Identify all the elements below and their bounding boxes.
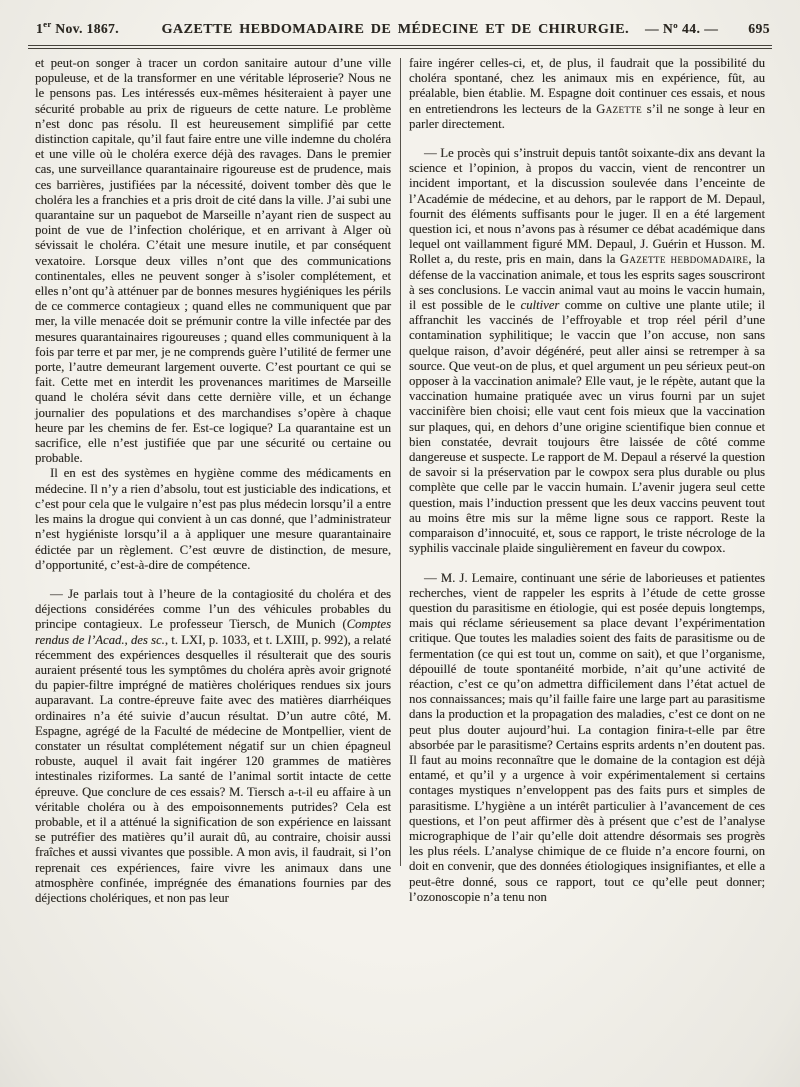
left-column xyxy=(35,56,391,906)
right-column xyxy=(409,56,765,906)
text-run: Gazette hebdomadaire xyxy=(619,252,749,267)
paragraph xyxy=(409,571,765,905)
paragraph xyxy=(35,466,391,572)
issue-date-ordinal: er xyxy=(43,19,52,29)
text-run: comme on cultive une plante utile; il affranchit les vaccinés de l’effroyable et trop réel péril d’une contamination syphilitique; le vaccin que l’on accuse, non sans quelque raison, d’avoir dégénéré, peut aller ainsi se retremper à sa source. Que veut-on de plus, et quel argument un peu sérieux peut-on opposer à la vaccination animale? Elle vaut, je le répète, autant que la vaccination humaine pratiquée avec un virus fourni par un sujet vaccinifère bien choisi; elle vaut cent fois mieux que la vaccination sur plaques, qui, en dehors d’une origine scientifique bien connue et bien constatée, devrait toujours être laissée de côté comme dangereuse et suspecte. Le rapport de M. Depaul a réservé la question de savoir si la préservation par le cowpox sera plus durable ou plus complète que celle par le vaccin humain. L’avenir jugera seul cette question, mais l’induction pressent que les deux vaccins peuvent tout au moins être mis sur la même ligne sous ce rapport. Reste la comparaison d’innocuité, et, sous ce rapport, le triste nécrologe de la syphilis vaccinale plaide singulièrement en faveur du cowpox. xyxy=(409,298,765,556)
issue-date-day: 1 xyxy=(36,21,44,36)
masthead xyxy=(0,0,800,38)
issue-date xyxy=(36,19,162,37)
text-run: Comptes rendus de l’Acad., des sc. xyxy=(35,617,391,647)
text-run: , la défense de la vaccination animale, et tous les esprits sages souscriront à ses conclusions. Le vaccin animal vaut au moins le vaccin humain, il est possible de le xyxy=(409,252,765,313)
text-run: Gazette xyxy=(596,101,643,116)
text-run: s’il ne songe à leur en parler directement. xyxy=(409,101,765,131)
text-run: , t. LXI, p. 1033, et t. LXIII, p. 992), a relaté récemment des expériences desquelles il résulterait que des souris auraient présenté tous les symptômes du choléra après avoir grignoté du papier-filtre imprégné de matières cholériques rendues six jours auparavant. La contre-épreuve faite avec des matières diarrhéiques ordinaires n’a été suivie d’aucun résultat. D’un autre côté, M. Espagne, agrégé de la Faculté de médecine de Montpellier, vient de constater un résultat complétement négatif sur un chien épagneul robuste, auquel il avait fait ingérer 120 grammes de matières intestinales riziformes. La santé de l’animal sortit intacte de cette épreuve. Que conclure de ces essais? M. Tiersch a-t-il eu affaire à un véritable choléra ou à des empoisonnements putrides? Cela est probable, et il a atténué la signification de son expérience en laissant se putréfier des matières qu’il aurait dû, au contraire, choisir aussi fraîches et aussi vivantes que possible. A mon avis, il faudrait, si l’on reprenait ces expériences, faire vivre les animaux dans une atmosphère confinée, imprégnée des émanations fournies par des déjections cholériques, et non pas leur xyxy=(35,632,391,905)
text-run: — Le procès qui s’instruit depuis tantôt soixante-dix ans devant la science et l’opinion, à propos du vaccin, vient de rencontrer un incident important, et la discussion soulevée dans l’enceinte de l’Académie de médecine, et au dehors, par le rapport de M. Depaul, fournit des éléments suffisants pour le juger. Il en a été largement question ici, et nous n’avons pas à résumer ce débat académique dans lequel ont vaillamment figuré MM. Depaul, J. Guérin et Husson. M. Rollet a, du reste, pris en main, dans la xyxy=(409,146,765,267)
text-run: faire ingérer celles-ci, et, de plus, il faudrait que la possibilité du choléra spontané, chez les animaux mis en expérience, fût, au préalable, bien établie. M. Espagne doit continuer ces essais, et nous en entretiendrons les lecteurs de la xyxy=(409,56,765,116)
issue-date-rest: Nov. 1867. xyxy=(51,21,119,36)
text-columns xyxy=(0,49,800,906)
issue-number: — Nº 44. — xyxy=(645,21,719,36)
paragraph xyxy=(409,146,765,556)
paragraph xyxy=(409,56,765,132)
text-run: et peut-on songer à tracer un cordon sanitaire autour d’une ville populeuse, et de la transformer en une véritable léproserie? Nous ne le pensons pas. Les intéressés eux-mêmes hésiteraient à payer une sécurité probable au prix de rigueurs de cette nature. Le problème n’est donc pas résolu. Il est heureusement simplifié par cette distinction capitale, qu’il faut faire entre une ville indemne du choléra et une ville où le choléra exerce déjà des ravages. Dans le premier cas, une surveillance quarantainaire rigoureuse est de prudence, mais ces barrières, justifiées par la nécessité, doivent tomber dès que le choléra les a franchies et a pris droit de cité dans la ville. J’ai subi une quarantaine sur un paquebot de Marseille n’ayant rien de suspect au point de vue de l’infection cholérique, et en arrivant à Alger où sévissait le choléra. C’était une mesure inutile, et par conséquent vexatoire. Lorsque deux villes n’ont que des communications continentales, elles ne peuvent songer à s’isoler complétement, et elles n’ont qu’à atténuer par de bonnes mesures hygiéniques les périls de ce commerce contagieux ; quand elles ne communiquent que par mer, la ville menacée doit se prémunir contre la ville infectée par des mesures quarantainaires rigoureuses ; quand elles communiquent à la fois par terre et par mer, je ne comprends guère l’utilité de fermer une porte, l’autre demeurant largement ouverte. C’est pourtant ce qui se fait. Cette met en interdit les provenances maritimes de Marseille quand le choléra sévit dans cette dernière ville, et un échange journalier des populations et des marchandises s’opère à chaque heure par les chemins de fer. Est-ce logique? La quarantaine est un sacrifice, elle n’est justifiée que par une sécurité ou certaine ou probable. xyxy=(35,56,391,466)
column-divider-rule xyxy=(400,58,401,866)
page-number: 695 xyxy=(748,21,770,36)
text-run: — M. J. Lemaire, continuant une série de laborieuses et patientes recherches, vient de rappeler les esprits à l’étude de cette grosse question du parasitisme en étiologie, qui est posée depuis longtemps, mais qui réclame sérieusement sa place devant l’expérimentation critique. Que toutes les maladies soient des faits de parasitisme ou de fermentation (ce qui est tout un, comme on sait), et que l’organisme, dépouillé de toute spontanéité morbide, n’ait qu’une activité de réaction, c’est ce qu’on admettra difficilement dans l’état actuel de nos connaissances; mais qu’il faille faire une large part au parasitisme dans la production et la propagation des maladies, c’est ce dont on ne peut plus douter aujourd’hui. La contagion finira-t-elle par être absorbée par le parasitisme? Certains esprits ardents n’en doutent pas. Il faut au moins reconnaître que le domaine de la contagion est déjà entamé, et qu’il y a urgence à voir expérimentalement si certains contages mystiques n’enveloppent pas des faits purs et simples de parasitisme. L’hygiène a un intérêt particulier à l’avancement de ces questions, et l’on peut affirmer dès à présent que c’est de l’analyse micrographique de l’air qu’elle doit attendre désormais ses progrès les plus réels. L’analyse chimique de ce fluide n’a encore fourni, on doit en convenir, que des données étiologiques insignifiantes, et elle a peut-être donné, sous ce rapport, tout ce qu’elle peut donner; l’ozonoscopie n’a tenu non xyxy=(409,570,765,904)
text-run: cultiver xyxy=(520,298,560,313)
paragraph xyxy=(35,587,391,906)
journal-title: GAZETTE HEBDOMADAIRE DE MÉDECINE ET DE CHIRURGIE. xyxy=(161,22,630,37)
paragraph xyxy=(35,56,391,466)
text-run: — Je parlais tout à l’heure de la contagiosité du choléra et des déjections considérées comme l’un des véhicules probables du principe contagieux. Le professeur Tiersch, de Munich ( xyxy=(35,586,391,632)
text-run: Il en est des systèmes en hygiène comme des médicaments en médecine. Il n’y a rien d’absolu, tout est justiciable des indications, et c’est pour cela que le vulgaire n’est pas plus médecin lorsqu’il a entre les mains la drogue qui convient à un cas donné, que l’administrateur n’est hygiéniste lorsqu’il a à appliquer une mesure quarantainaire édictée par un règlement. C’est œuvre de distinction, de mesure, d’opportunité, c’est-à-dire de compétence. xyxy=(35,466,391,572)
